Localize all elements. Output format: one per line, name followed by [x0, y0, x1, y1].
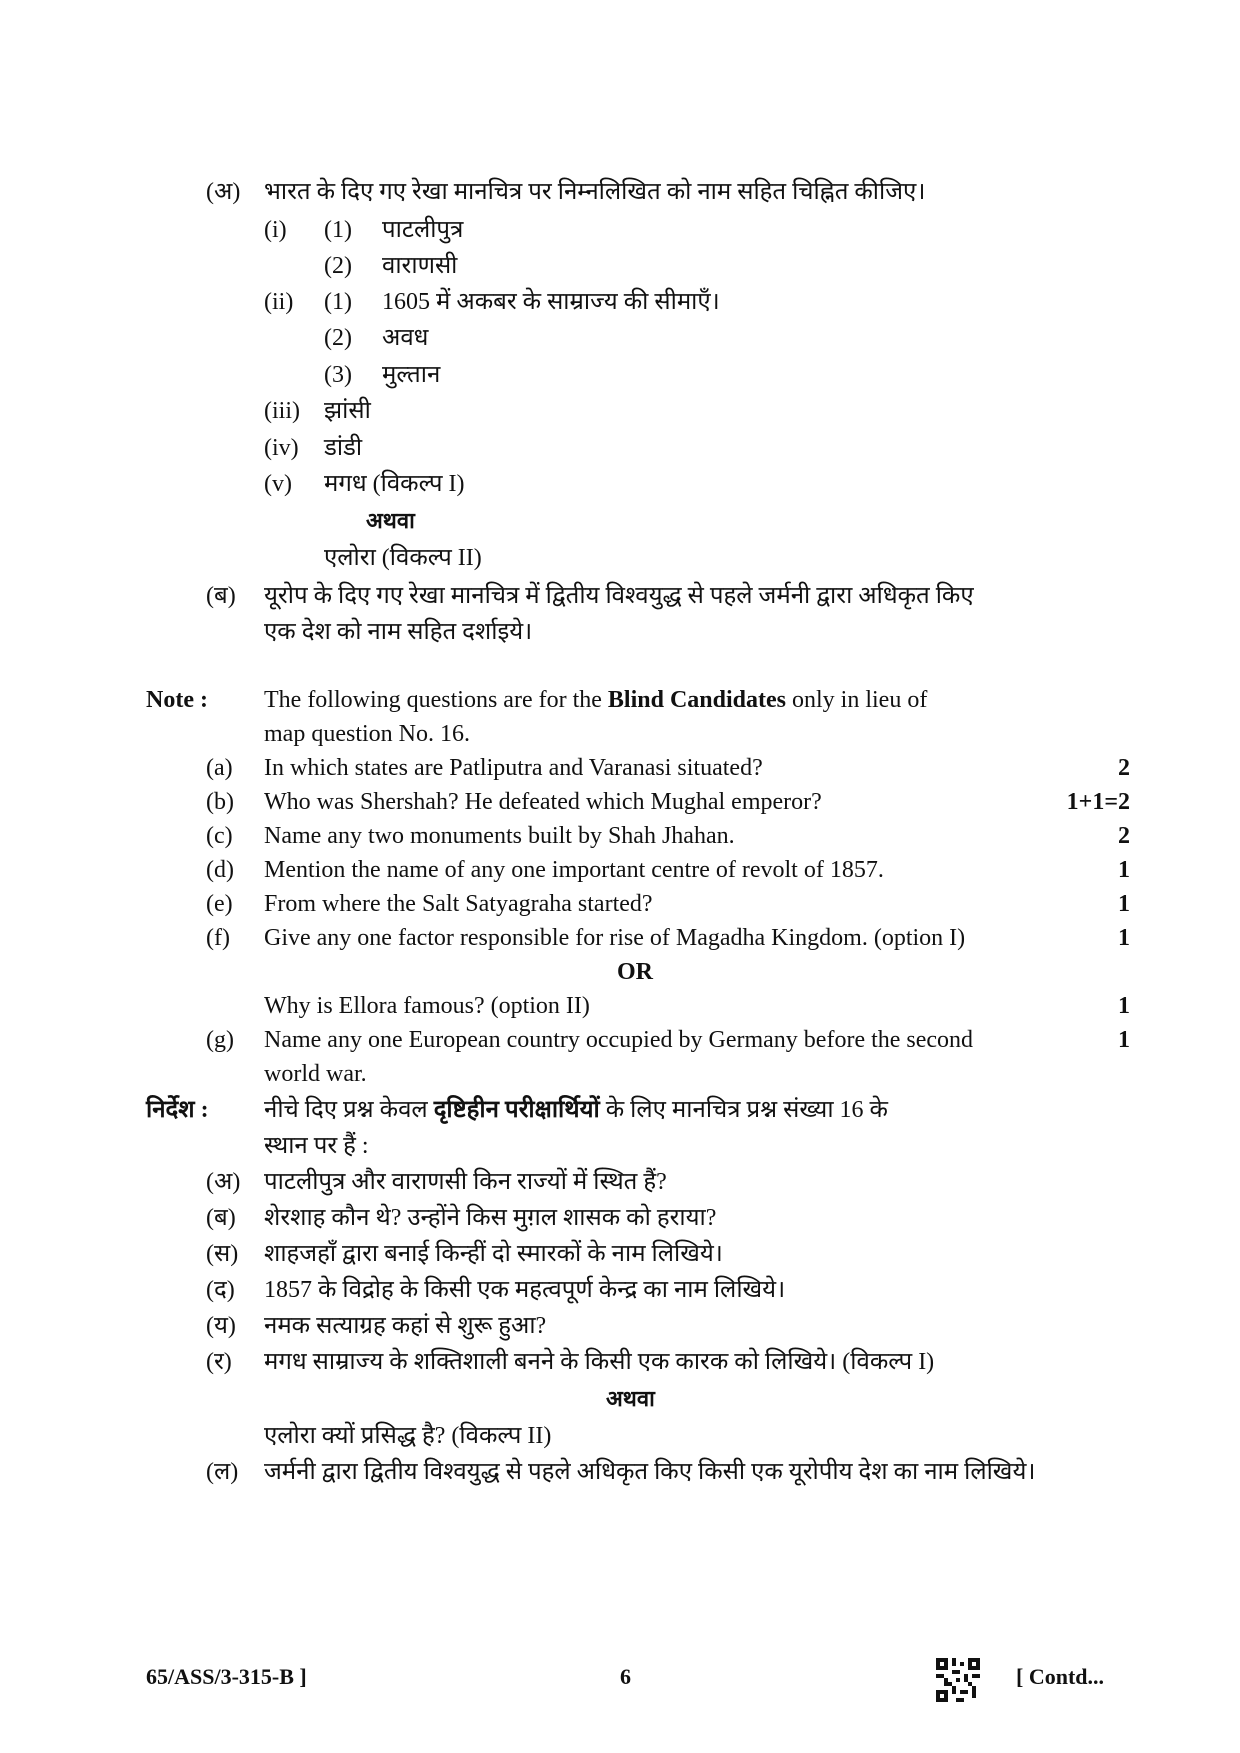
note-en-item-marks: 2: [1118, 755, 1130, 781]
q-i1-label: (1): [324, 217, 352, 243]
footer-contd: [ Contd...: [1016, 1664, 1105, 1689]
q-ii2-text: अवध: [382, 325, 429, 351]
note-en-g-label: (g): [206, 1027, 234, 1053]
note-hi-l-label: (ल): [206, 1459, 239, 1485]
q-b-text-line2: एक देश को नाम सहित दर्शाइये।: [264, 619, 533, 645]
q-i2-label: (2): [324, 253, 352, 279]
footer-page-number: 6: [620, 1664, 631, 1689]
note-hi-line1-post: के लिए मानचित्र प्रश्न संख्या 16 के: [599, 1097, 888, 1123]
q-v-or: अथवा: [366, 508, 415, 533]
note-en-item-marks: 1: [1118, 891, 1130, 917]
q-iv-label: (iv): [264, 435, 299, 461]
q-v-label: (v): [264, 471, 292, 497]
q-b-label: (ब): [206, 583, 236, 609]
q-iii-text: झांसी: [324, 398, 371, 424]
note-hi-item-label: (अ): [206, 1169, 241, 1195]
note-en-label: Note :: [146, 687, 208, 713]
note-hi-item-text: शेरशाह कौन थे? उन्होंने किस मुग़ल शासक को हराया?: [264, 1205, 717, 1231]
note-hi-label: निर्देश :: [146, 1097, 209, 1123]
q-v-alt-text: एलोरा (विकल्प II): [324, 545, 482, 571]
note-en-item-text: Name any two monuments built by Shah Jhahan.: [264, 823, 735, 849]
qr-code-icon: [936, 1658, 980, 1702]
q-iii-label: (iii): [264, 398, 300, 424]
q-ii2-label: (2): [324, 325, 352, 351]
note-hi-item-label: (स): [206, 1241, 239, 1267]
note-en-item-marks: 1+1=2: [1066, 789, 1130, 815]
note-en-line2: map question No. 16.: [264, 721, 470, 747]
note-en-g-line1: Name any one European country occupied by Germany before the second: [264, 1027, 974, 1053]
q-ii1-label: (1): [324, 289, 352, 315]
note-en-item-label: (c): [206, 823, 233, 849]
note-en-line1-bold: Blind Candidates: [607, 687, 786, 713]
note-hi-line1-bold: दृष्टिहीन परीक्षार्थियों: [433, 1097, 600, 1123]
note-en-item-marks: 1: [1118, 857, 1130, 883]
q-i1-text: पाटलीपुत्र: [382, 217, 464, 243]
note-en-item-label: (b): [206, 789, 234, 815]
q-ii3-label: (3): [324, 362, 352, 388]
note-en-item-label: (a): [206, 755, 233, 781]
note-en-or: OR: [617, 959, 653, 985]
note-hi-item-label: (ब): [206, 1205, 236, 1231]
note-en-item-marks: 2: [1118, 823, 1130, 849]
note-en-alt-text: Why is Ellora famous? (option II): [264, 993, 590, 1019]
note-hi-line1: [264, 1098, 888, 1122]
note-hi-item-label: (य): [206, 1313, 236, 1339]
note-hi-item-label: (द): [206, 1277, 235, 1303]
q-iv-text: डांडी: [324, 435, 363, 461]
note-en-g-line2: world war.: [264, 1061, 367, 1087]
note-en-item-text: Who was Shershah? He defeated which Mughal emperor?: [264, 789, 822, 815]
note-hi-item-text: मगध साम्राज्य के शक्तिशाली बनने के किसी एक कारक को लिखिये। (विकल्प I): [264, 1349, 935, 1375]
note-hi-item-label: (र): [206, 1349, 232, 1375]
note-en-line1-post: only in lieu of: [786, 687, 928, 713]
note-en-g-marks: 1: [1118, 1027, 1130, 1053]
q-ii-label: (ii): [264, 289, 294, 315]
note-hi-item-text: 1857 के विद्रोह के किसी एक महत्वपूर्ण केन्द्र का नाम लिखिये।: [264, 1277, 786, 1303]
note-en-item-text: Mention the name of any one important centre of revolt of 1857.: [264, 857, 884, 883]
q-i-label: (i): [264, 217, 287, 243]
note-en-line1-pre: The following questions are for the: [264, 687, 608, 713]
q-a-label: (अ): [206, 179, 241, 205]
note-hi-alt-text: एलोरा क्यों प्रसिद्ध है? (विकल्प II): [264, 1423, 552, 1449]
q-i2-text: वाराणसी: [382, 253, 458, 279]
q-b-text-line1: यूरोप के दिए गए रेखा मानचित्र में द्वितीय विश्वयुद्ध से पहले जर्मनी द्वारा अधिकृत किए: [264, 583, 974, 609]
q-a-text: भारत के दिए गए रेखा मानचित्र पर निम्नलिखित को नाम सहित चिह्नित कीजिए।: [264, 179, 926, 205]
q-ii1-text: 1605 में अकबर के साम्राज्य की सीमाएँ।: [382, 289, 720, 315]
note-en-item-label: (d): [206, 857, 234, 883]
note-en-item-text: In which states are Patliputra and Varanasi situated?: [264, 755, 763, 781]
note-en-item-text: Give any one factor responsible for rise of Magadha Kingdom. (option I): [264, 925, 966, 951]
note-hi-item-text: पाटलीपुत्र और वाराणसी किन राज्यों में स्थित हैं?: [264, 1169, 667, 1195]
note-hi-line1-pre: नीचे दिए प्रश्न केवल: [264, 1097, 434, 1123]
q-v-text: मगध (विकल्प I): [324, 471, 465, 497]
note-en-line1: [264, 688, 927, 712]
note-en-item-text: From where the Salt Satyagraha started?: [264, 891, 653, 917]
note-hi-l-text: जर्मनी द्वारा द्वितीय विश्वयुद्ध से पहले अधिकृत किए किसी एक यूरोपीय देश का नाम लिखिये।: [264, 1459, 1036, 1485]
note-en-item-label: (e): [206, 891, 233, 917]
note-en-alt-marks: 1: [1118, 993, 1130, 1019]
note-hi-or: अथवा: [606, 1386, 655, 1411]
note-hi-item-text: नमक सत्याग्रह कहां से शुरू हुआ?: [264, 1313, 547, 1339]
note-en-item-marks: 1: [1118, 925, 1130, 951]
note-en-item-label: (f): [206, 925, 230, 951]
q-ii3-text: मुल्तान: [382, 362, 441, 388]
note-hi-item-text: शाहजहाँ द्वारा बनाई किन्हीं दो स्मारकों के नाम लिखिये।: [264, 1241, 723, 1267]
note-hi-line2: स्थान पर हैं :: [264, 1133, 369, 1159]
footer-paper-code: 65/ASS/3-315-B ]: [146, 1664, 307, 1689]
